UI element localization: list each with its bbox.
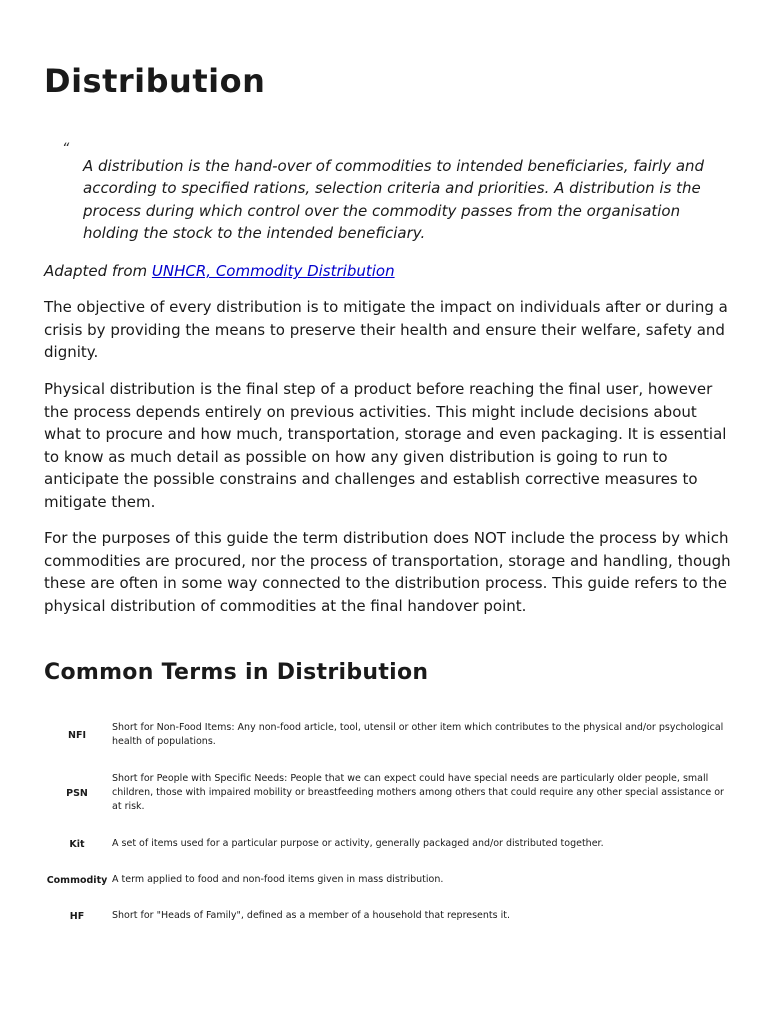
term-row-commodity xyxy=(44,872,728,888)
page-title: Distribution xyxy=(44,62,266,100)
term-row-psn xyxy=(44,771,728,815)
quote-mark: “ xyxy=(62,141,70,157)
section-title: Common Terms in Distribution xyxy=(44,660,429,685)
term-label: NFI xyxy=(68,729,86,741)
source-link[interactable]: UNHCR, Commodity Distribution xyxy=(151,262,395,280)
paragraph-objective: The objective of every distribution is to mitigate the impact on individuals after or during a crisis by providing the means to preserve their health and ensure their welfare, safety and dignity. xyxy=(44,298,728,362)
term-definition: Short for Non-Food Items: Any non-food article, tool, utensil or other item which contributes to the physical and/or psychological health of populations. xyxy=(112,722,724,747)
term-label: PSN xyxy=(66,787,88,799)
term-definition: A term applied to food and non-food items given in mass distribution. xyxy=(112,874,444,886)
term-label: Kit xyxy=(69,838,85,850)
source-prefix: Adapted from xyxy=(44,262,152,280)
term-definition: A set of items used for a particular purpose or activity, generally packaged and/or distributed together. xyxy=(112,838,604,850)
term-row-nfi xyxy=(44,712,728,758)
quote-source xyxy=(44,260,395,282)
term-row-kit xyxy=(44,836,728,852)
term-definition: Short for "Heads of Family", defined as a member of a household that represents it. xyxy=(112,910,510,922)
terms-table xyxy=(44,712,728,924)
definition-quote: A distribution is the hand-over of commodities to intended beneficiaries, fairly and according to specified rations, selection criteria and priorities. A distribution is the process during which control over the commodity passes from the organisation holding the stock to the intended beneficiary. xyxy=(83,157,705,243)
term-row-hf xyxy=(44,908,728,924)
term-label: Commodity xyxy=(46,874,108,886)
paragraph-physical-distribution: Physical distribution is the final step of a product before reaching the final user, however the process depends entirely on previous activities. This might include decisions about what to procure and how much, transportation, storage and even packaging. It is essential to know as much detail as possible on how any given distribution is going to run to anticipate the possible constrains and challenges and establish corrective measures to mitigate them. xyxy=(44,380,727,511)
paragraph-scope: For the purposes of this guide the term distribution does NOT include the process by which commodities are procured, nor the process of transportation, storage and handling, though these are often in some way connected to the distribution process. This guide refers to the physical distribution of commodities at the final handover point. xyxy=(44,529,731,615)
term-label: HF xyxy=(69,910,85,922)
term-definition: Short for People with Specific Needs: People that we can expect could have special needs are particularly older people, small children, those with impaired mobility or breastfeeding mothers among others that could require any other special assistance or at risk. xyxy=(112,773,724,812)
